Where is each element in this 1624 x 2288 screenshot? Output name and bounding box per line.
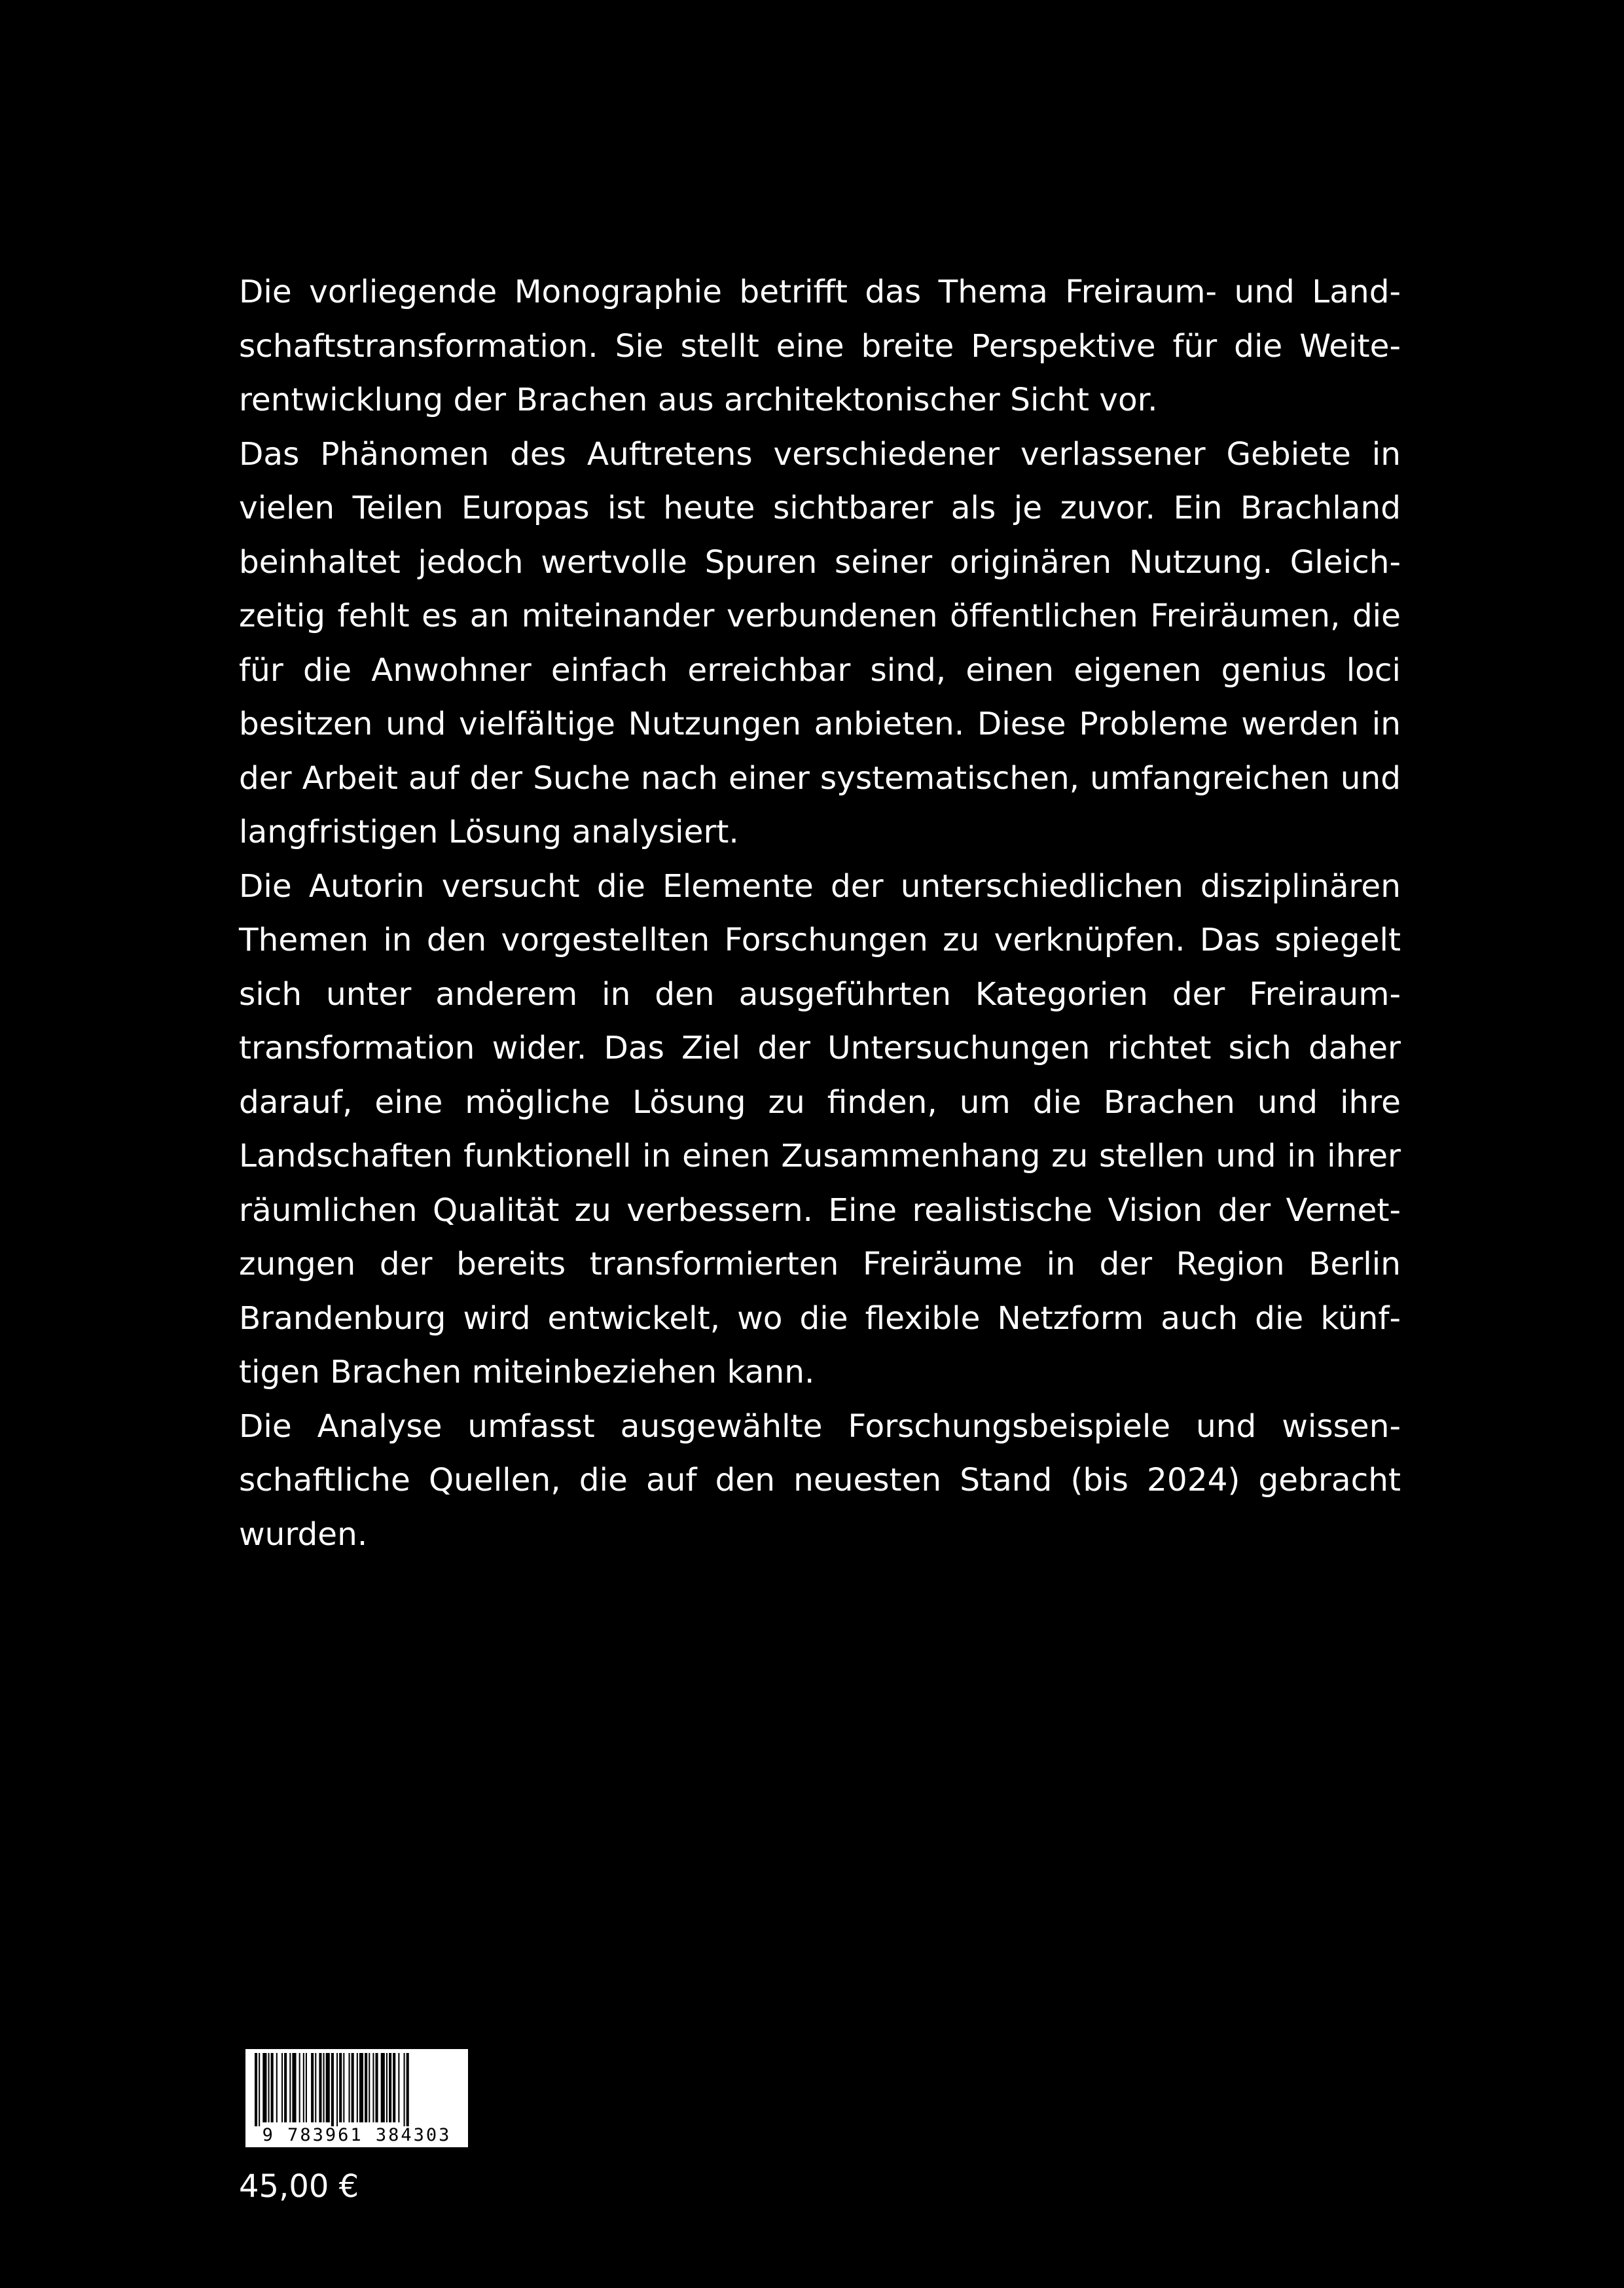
- price: 45,00 €: [239, 2168, 359, 2205]
- barcode-bar: [268, 2053, 270, 2122]
- barcode-bar: [352, 2053, 354, 2122]
- blurb-paragraph-3: Die Autorin versucht die Elemente der unterschiedlichen disziplinären Themen in den vorgestellten Forschungen zu verknüpfen. Das spiegelt sich unter anderem in den ausgeführten Kategorien der Freiraumtransformation wider. Das Ziel der Untersuchungen richtet sich daher darauf, eine mögliche Lösung zu finden, um die Brachen und ihre Landschaften funktionell in einen Zusammenhang zu stellen und in ihrer räumlichen Qualität zu verbessern. Eine realistische Vision der Vernetzungen der bereits transformierten Freiräume in der Region Berlin Brandenburg wird entwickelt, wo die flexible Netzform auch die künftigen Brachen miteinbeziehen kann.: [239, 867, 1401, 1390]
- barcode-bar: [331, 2053, 334, 2126]
- barcode-bar: [323, 2053, 325, 2122]
- barcode-bar: [255, 2053, 257, 2126]
- blurb-paragraph-1: Die vorliegende Monographie betrifft das Thema Freiraum- und Landschaftstransformation. Sie stellt eine breite Perspektive für die Weiterentwicklung der Brachen aus architektonischer Sicht vor.: [239, 274, 1401, 418]
- barcode-bar: [406, 2053, 409, 2126]
- barcode-bar: [349, 2053, 350, 2122]
- barcode-bar: [319, 2053, 321, 2122]
- barcode-bar: [276, 2053, 278, 2122]
- barcode-bar: [369, 2053, 370, 2122]
- barcode-bar: [365, 2053, 367, 2122]
- barcode-bar: [357, 2053, 358, 2122]
- isbn-digits: 9 783961 384303: [262, 2124, 452, 2145]
- barcode-bar: [271, 2053, 274, 2122]
- barcode-bar: [343, 2053, 344, 2122]
- barcode-bar: [315, 2053, 316, 2122]
- barcode-bar: [404, 2053, 405, 2126]
- blurb-paragraph-2: Das Phänomen des Auftretens verschiedener verlassener Gebiete in vielen Teilen Europas ist heute sichtbarer als je zuvor. Ein Brachland beinhaltet jedoch wertvolle Spuren seiner originären Nutzung. Gleichzeitig fehlt es an miteinander verbundenen öffentlichen Freiräumen, die für die Anwohner einfach erreichbar sind, einen eigenen genius loci besitzen und vielfältige Nutzungen anbieten. Diese Probleme werden in der Arbeit auf der Suche nach einer systematischen, umfangreichen und langfristigen Lösung analysiert.: [239, 435, 1401, 850]
- barcode-bar: [311, 2053, 314, 2122]
- barcode-bar: [386, 2053, 388, 2122]
- barcode-bar: [292, 2053, 296, 2122]
- barcode-bar: [289, 2053, 291, 2122]
- isbn-barcode: [245, 2049, 468, 2147]
- barcode-bar: [359, 2053, 363, 2122]
- barcode-bar: [389, 2053, 391, 2122]
- blurb-text: [239, 265, 1401, 1561]
- barcode-bar: [303, 2053, 304, 2122]
- barcode-bar: [284, 2053, 287, 2122]
- barcode-bar: [259, 2053, 260, 2126]
- barcode-bar: [306, 2053, 307, 2122]
- barcode-bar: [398, 2053, 399, 2122]
- barcode-bar: [299, 2053, 300, 2122]
- barcode-bar: [336, 2053, 338, 2126]
- barcode-bar: [281, 2053, 283, 2122]
- barcode-bar: [372, 2053, 374, 2122]
- barcode-bar: [339, 2053, 342, 2122]
- barcode-bar: [326, 2053, 330, 2122]
- blurb-paragraph-4: Die Analyse umfasst ausgewählte Forschungsbeispiele und wissenschaftliche Quellen, die auf den neuesten Stand (bis 2024) gebracht wurden.: [239, 1407, 1401, 1553]
- barcode-bar: [393, 2053, 395, 2122]
- barcode-bar: [376, 2053, 378, 2122]
- barcode-bar: [381, 2053, 385, 2122]
- barcode-bar: [262, 2053, 266, 2122]
